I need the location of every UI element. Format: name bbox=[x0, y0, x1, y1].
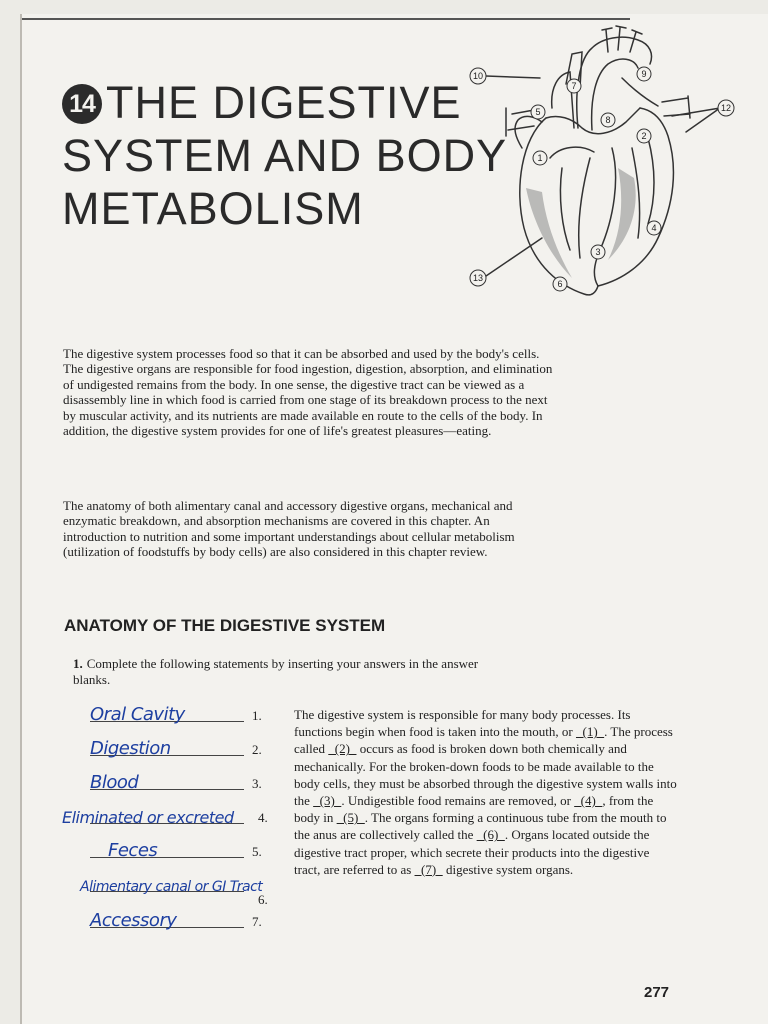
passage-text: occurs as food is broken down both chemically and mechanically. For the broken-down foods to be made available to the body cells, they must be absorbed through the digestive system walls into the bbox=[294, 741, 677, 809]
answer-number: 2. bbox=[252, 742, 262, 757]
passage-text: , from the body in bbox=[294, 793, 654, 826]
passage-text: . Organs located outside the digestive tract proper, which secrete their products into the digestive tract, are referred to as bbox=[294, 827, 650, 877]
chapter-title-line-2: SYSTEM AND BODY bbox=[62, 130, 508, 181]
figure-callout-7: 7 bbox=[571, 81, 577, 91]
answer-number: 7. bbox=[252, 914, 262, 929]
passage-text: . Undigestible food remains are removed, or bbox=[341, 793, 575, 809]
figure-callout-5: 5 bbox=[535, 107, 541, 117]
blank-7: (7) bbox=[414, 861, 443, 877]
answer-number: 6. bbox=[258, 892, 268, 907]
figure-callout-10: 10 bbox=[472, 71, 484, 81]
blank-3: (3) bbox=[313, 793, 342, 809]
answer-number: 1. bbox=[252, 708, 262, 723]
answer-number: 3. bbox=[252, 776, 262, 791]
blank-2: (2) bbox=[328, 741, 357, 757]
figure-callout-2: 2 bbox=[641, 131, 647, 141]
figure-callout-13: 13 bbox=[472, 273, 484, 283]
question-instruction bbox=[73, 656, 513, 687]
answer-number: 5. bbox=[252, 844, 262, 859]
chapter-number-badge: 14 bbox=[62, 84, 102, 124]
blank-4: (4) bbox=[574, 793, 603, 809]
answer-handwriting: Oral Cavity bbox=[90, 704, 185, 725]
chapter-title-line-1: THE DIGESTIVE bbox=[106, 77, 462, 128]
question-text: Complete the following statements by inserting your answers in the answer blanks. bbox=[73, 656, 479, 687]
answer-blank-6[interactable] bbox=[62, 868, 272, 907]
chapter-title bbox=[62, 76, 507, 235]
figure-callout-3: 3 bbox=[595, 247, 601, 257]
page-number: 277 bbox=[644, 984, 670, 1001]
answer-blank-3[interactable] bbox=[62, 766, 272, 796]
figure-callout-1: 1 bbox=[537, 153, 543, 163]
heart-illustration bbox=[462, 18, 742, 308]
answer-blank-7[interactable] bbox=[62, 904, 272, 934]
blank-5: (5) bbox=[336, 810, 365, 826]
passage-text: digestive system organs. bbox=[442, 861, 574, 877]
passage-text: . The process called bbox=[294, 724, 673, 757]
figure-callout-9: 9 bbox=[641, 69, 647, 79]
chapter-title-line-3: METABOLISM bbox=[62, 183, 364, 234]
blank-1: (1) bbox=[575, 724, 605, 740]
figure-callout-12: 12 bbox=[720, 103, 732, 113]
answer-handwriting: Accessory bbox=[90, 910, 177, 931]
figure-callout-6: 6 bbox=[557, 279, 563, 289]
answer-blank-5[interactable] bbox=[62, 834, 272, 864]
fill-in-passage bbox=[294, 706, 678, 878]
answer-blank-1[interactable] bbox=[62, 698, 272, 728]
passage-text: The digestive system is responsible for many body processes. Its functions begin when food is taken into the mouth, or bbox=[294, 707, 631, 740]
answer-blank-2[interactable] bbox=[62, 732, 272, 762]
answer-handwriting: Blood bbox=[90, 772, 139, 793]
blank-6: (6) bbox=[476, 827, 505, 843]
answer-handwriting: Feces bbox=[108, 840, 158, 861]
figure-callout-8: 8 bbox=[605, 115, 611, 125]
figure-callout-4: 4 bbox=[651, 223, 657, 233]
answer-number: 4. bbox=[258, 810, 268, 825]
passage-text: . The organs forming a continuous tube from the mouth to the anus are collectively called the bbox=[294, 810, 667, 843]
answer-handwriting: Eliminated or excreted bbox=[62, 808, 234, 827]
section-heading: ANATOMY OF THE DIGESTIVE SYSTEM bbox=[64, 616, 386, 635]
intro-paragraph-1: The digestive system processes food so that it can be absorbed and used by the body's cells. The digestive organs are responsible for food ingestion, digestion, absorption, and elimination of undigested remains from the body. In one sense, the digestive tract can be viewed as a disassembly line in which food is carried from one stage of its breakdown process to the next by muscular activity, and its nutrients are made available en route to the cells of the body. In addition, the digestive system provides for one of life's greatest pleasures—eating. bbox=[63, 346, 553, 439]
intro-paragraph-2: The anatomy of both alimentary canal and accessory digestive organs, mechanical and enzymatic breakdown, and absorption mechanisms are covered in this chapter. An introduction to nutrition and some important understandings about cellular metabolism (utilization of foodstuffs by body cells) are also considered in this chapter review. bbox=[63, 498, 515, 560]
answer-handwriting: Digestion bbox=[90, 738, 171, 759]
question-number: 1. bbox=[73, 656, 83, 671]
answer-handwriting: Alimentary canal or GI Tract bbox=[80, 879, 263, 895]
answer-blank-4[interactable] bbox=[62, 800, 272, 830]
